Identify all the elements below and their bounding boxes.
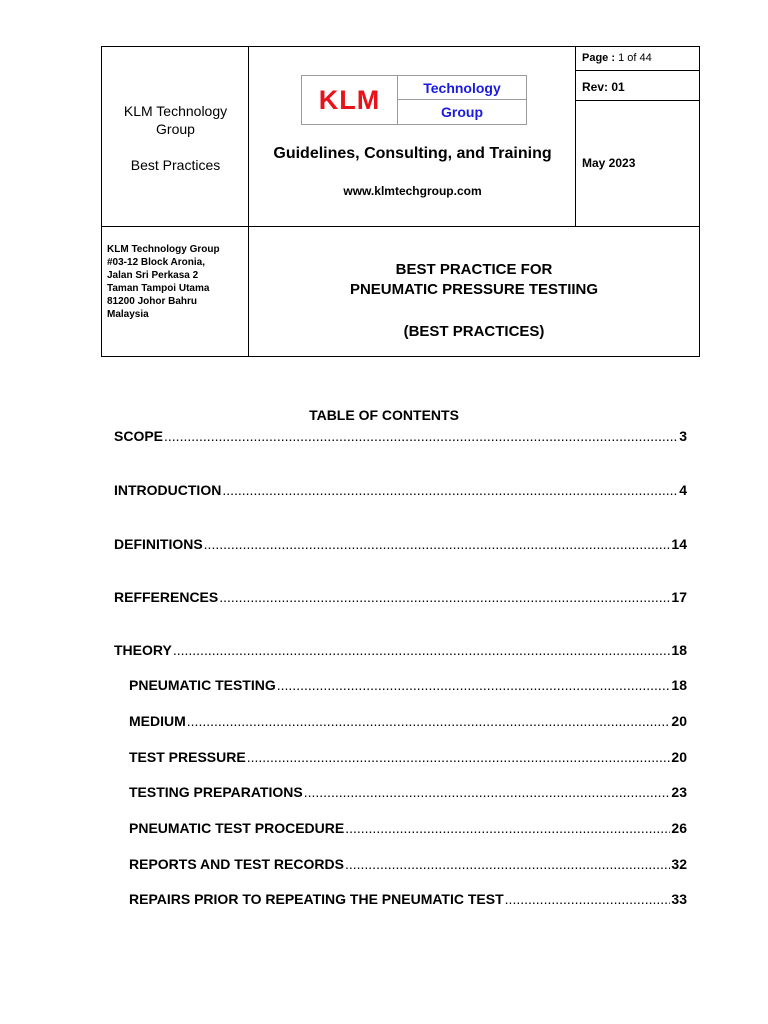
- toc-leader: [247, 749, 671, 765]
- header-table: [101, 46, 700, 357]
- title-cell: [249, 227, 699, 356]
- toc-label: REPAIRS PRIOR TO REPEATING THE PNEUMATIC TEST: [129, 891, 504, 907]
- toc-entry-introduction[interactable]: [114, 482, 687, 500]
- toc-page: 23: [671, 784, 687, 800]
- toc-leader: [222, 482, 678, 498]
- address-cell: [102, 227, 249, 356]
- toc-leader: [277, 677, 671, 693]
- address-line: Taman Tampoi Utama: [107, 283, 210, 294]
- toc-leader: [219, 589, 670, 605]
- toc-leader: [204, 536, 671, 552]
- toc-label: REPORTS AND TEST RECORDS: [129, 856, 344, 872]
- title-line-1: BEST PRACTICE FOR: [395, 261, 553, 278]
- tagline: Guidelines, Consulting, and Training: [273, 145, 552, 162]
- toc-leader: [164, 428, 678, 444]
- toc-label: SCOPE: [114, 428, 164, 444]
- logo-group-text: Group: [441, 104, 483, 120]
- toc-entry-reports-and-test-records[interactable]: [129, 856, 687, 874]
- toc-page: 17: [671, 589, 687, 605]
- toc-label: DEFINITIONS: [114, 536, 203, 552]
- toc-label: INTRODUCTION: [114, 482, 222, 498]
- toc-leader: [173, 642, 671, 658]
- logo-klm-text: KLM: [302, 76, 398, 124]
- klm-logo: [301, 75, 527, 125]
- toc-entry-scope[interactable]: [114, 428, 687, 446]
- toc-label: TESTING PREPARATIONS: [129, 784, 303, 800]
- toc-page: 33: [671, 891, 687, 907]
- toc-heading: TABLE OF CONTENTS: [309, 407, 459, 423]
- toc-page: 3: [679, 428, 687, 444]
- title-line-2: PNEUMATIC PRESSURE TESTIING: [349, 281, 599, 298]
- org-name-line2: Group: [156, 121, 195, 137]
- toc-page: 32: [671, 856, 687, 872]
- toc-entry-repairs-prior[interactable]: [129, 891, 687, 909]
- address-line: KLM Technology Group: [107, 244, 220, 255]
- address-block: [107, 243, 220, 321]
- toc-entry-medium[interactable]: [129, 713, 687, 731]
- toc-leader: [304, 784, 671, 800]
- toc-label: PNEUMATIC TEST PROCEDURE: [129, 820, 345, 836]
- org-name-line1: KLM Technology: [123, 103, 228, 119]
- toc-entry-references[interactable]: [114, 589, 687, 607]
- org-cell: [102, 47, 249, 227]
- rev-cell: [576, 71, 699, 101]
- toc-page: 26: [671, 820, 687, 836]
- page-label: Page :: [582, 52, 616, 64]
- toc-leader: [505, 891, 671, 907]
- org-subtitle: Best Practices: [130, 157, 221, 173]
- title-line-3: (BEST PRACTICES): [403, 323, 545, 340]
- address-line: 81200 Johor Bahru: [107, 296, 198, 307]
- toc-page: 14: [671, 536, 687, 552]
- address-line: Malaysia: [107, 309, 149, 320]
- toc-entry-pneumatic-test-procedure[interactable]: [129, 820, 687, 838]
- toc-page: 4: [679, 482, 687, 498]
- toc-leader: [345, 820, 670, 836]
- toc-page: 20: [671, 749, 687, 765]
- toc-page: 18: [671, 677, 687, 693]
- logo-technology-text: Technology: [398, 76, 526, 100]
- logo-cell: [249, 47, 576, 227]
- toc-label: MEDIUM: [129, 713, 186, 729]
- doc-date: May 2023: [582, 156, 636, 170]
- date-cell: [576, 101, 699, 227]
- toc-label: THEORY: [114, 642, 172, 658]
- page-cell: [576, 47, 699, 71]
- revision: Rev: 01: [582, 80, 625, 94]
- toc-page: 18: [671, 642, 687, 658]
- toc-entry-testing-preparations[interactable]: [129, 784, 687, 802]
- toc-entry-theory[interactable]: [114, 642, 687, 660]
- toc-label: PNEUMATIC TESTING: [129, 677, 276, 693]
- address-line: #03-12 Block Aronia,: [107, 257, 206, 268]
- website-link[interactable]: www.klmtechgroup.com: [343, 184, 482, 198]
- page-number: [582, 52, 652, 64]
- toc-leader: [187, 713, 671, 729]
- page-value: 1 of 44: [618, 52, 652, 64]
- toc-entry-pneumatic-testing[interactable]: [129, 677, 687, 695]
- toc-leader: [345, 856, 670, 872]
- toc-page: 20: [671, 713, 687, 729]
- toc-entry-definitions[interactable]: [114, 536, 687, 554]
- address-line: Jalan Sri Perkasa 2: [107, 270, 199, 281]
- toc-label: TEST PRESSURE: [129, 749, 246, 765]
- toc-label: REFFERENCES: [114, 589, 219, 605]
- toc-entry-test-pressure[interactable]: [129, 749, 687, 767]
